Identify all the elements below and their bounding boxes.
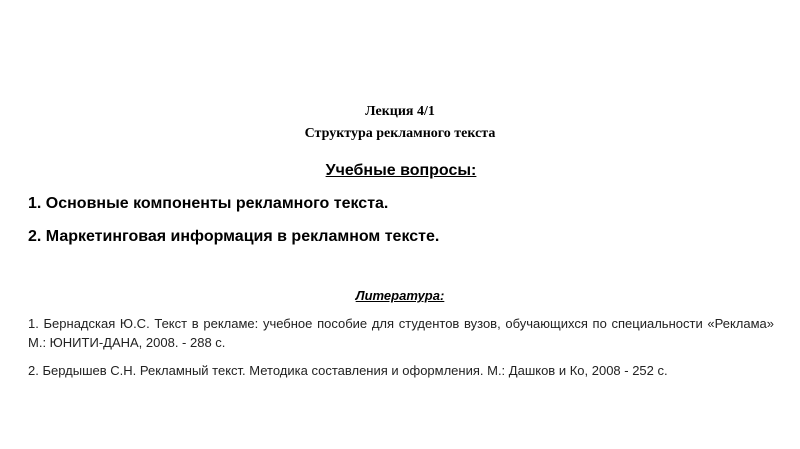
literature-item: 2. Бердышев С.Н. Рекламный текст. Методика составления и оформления. М.: Дашков и Ко, 2008 - 252 с. <box>28 363 668 378</box>
literature-item: 1. Бернадская Ю.С. Текст в рекламе: учебное пособие для студентов вузов, обучающихся по специальности «Реклама» М.: ЮНИТИ-ДАНА, 2008. - 288 с. <box>28 316 774 350</box>
question-item: 2. Маркетинговая информация в рекламном тексте. <box>28 228 440 245</box>
questions-title: Учебные вопросы: <box>325 162 477 179</box>
literature-title: Литература: <box>355 288 445 303</box>
lecture-number: Лекция 4/1 <box>365 104 435 119</box>
question-item: 1. Основные компоненты рекламного текста. <box>28 195 389 212</box>
lecture-topic: Структура рекламного текста <box>304 126 496 141</box>
